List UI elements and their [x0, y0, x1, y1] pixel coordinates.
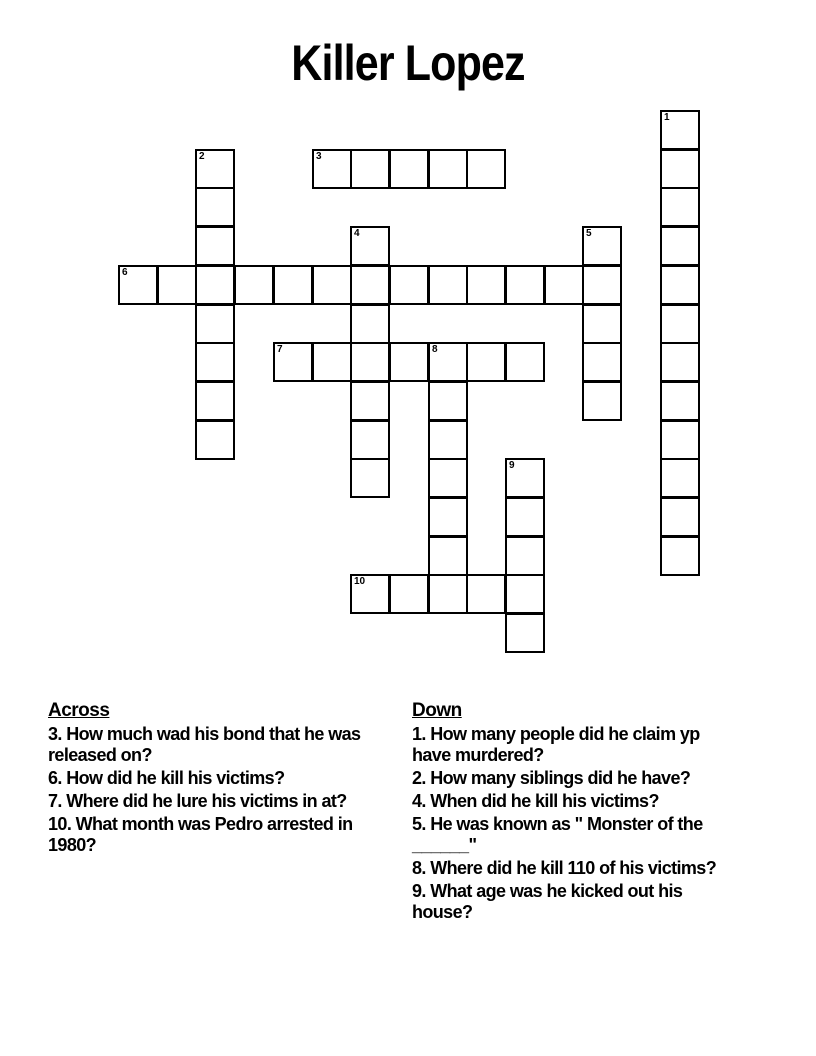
grid-cell[interactable]: [544, 265, 584, 305]
grid-cell[interactable]: [582, 226, 622, 266]
clue-down-9: 9. What age was he kicked out his house?: [412, 881, 683, 922]
grid-cell[interactable]: [389, 574, 429, 614]
clue-number: 3: [316, 151, 322, 162]
clue-down-2: 2. How many siblings did he have?: [412, 768, 691, 788]
clue-number: 5: [586, 228, 592, 239]
grid-cell[interactable]: [660, 381, 700, 421]
grid-cell[interactable]: [660, 497, 700, 537]
clue-number: 1: [664, 112, 670, 123]
grid-cell[interactable]: [582, 342, 622, 382]
clue-number: 4: [354, 228, 360, 239]
grid-cell[interactable]: [350, 342, 390, 382]
grid-cell[interactable]: [582, 265, 622, 305]
clue-across-3: 3. How much wad his bond that he was released on?: [48, 724, 361, 765]
down-heading: Down: [412, 700, 462, 721]
clue-number: 9: [509, 460, 515, 471]
grid-cell[interactable]: [195, 342, 235, 382]
clue-down-8: 8. Where did he kill 110 of his victims?: [412, 858, 717, 878]
grid-cell[interactable]: [195, 420, 235, 460]
clue-across-10: 10. What month was Pedro arrested in 1980?: [48, 814, 353, 855]
grid-cell[interactable]: [118, 265, 158, 305]
grid-cell[interactable]: [312, 149, 352, 189]
grid-cell[interactable]: [350, 226, 390, 266]
grid-cell[interactable]: [428, 536, 468, 576]
grid-cell[interactable]: [273, 265, 313, 305]
clue-down-4: 4. When did he kill his victims?: [412, 791, 659, 811]
grid-cell[interactable]: [582, 304, 622, 344]
grid-cell[interactable]: [466, 574, 506, 614]
grid-cell[interactable]: [195, 381, 235, 421]
grid-cell[interactable]: [466, 342, 506, 382]
grid-cell[interactable]: [660, 536, 700, 576]
grid-cell[interactable]: [505, 265, 545, 305]
grid-cell[interactable]: [350, 458, 390, 498]
grid-cell[interactable]: [234, 265, 274, 305]
grid-cell[interactable]: [505, 613, 545, 653]
clue-down-5: 5. He was known as " Monster of the ______": [412, 814, 703, 855]
grid-cell[interactable]: [350, 420, 390, 460]
grid-cell[interactable]: [582, 381, 622, 421]
grid-cell[interactable]: [505, 458, 545, 498]
grid-cell[interactable]: [660, 420, 700, 460]
clue-number: 7: [277, 344, 283, 355]
grid-cell[interactable]: [660, 187, 700, 227]
grid-cell[interactable]: [273, 342, 313, 382]
page-title: Killer Lopez: [291, 35, 525, 91]
grid-cell[interactable]: [660, 304, 700, 344]
grid-cell[interactable]: [505, 497, 545, 537]
grid-cell[interactable]: [428, 381, 468, 421]
grid-cell[interactable]: [389, 342, 429, 382]
across-heading: Across: [48, 700, 110, 721]
grid-cell[interactable]: [350, 304, 390, 344]
grid-cell[interactable]: [195, 149, 235, 189]
grid-cell[interactable]: [660, 110, 700, 150]
grid-cell[interactable]: [312, 342, 352, 382]
clue-down-1: 1. How many people did he claim yp have murdered?: [412, 724, 700, 765]
grid-cell[interactable]: [428, 458, 468, 498]
grid-cell[interactable]: [505, 342, 545, 382]
grid-cell[interactable]: [505, 536, 545, 576]
grid-cell[interactable]: [660, 265, 700, 305]
across-clues: [48, 700, 398, 858]
grid-cell[interactable]: [660, 458, 700, 498]
clue-number: 2: [199, 151, 205, 162]
grid-cell[interactable]: [350, 381, 390, 421]
grid-cell[interactable]: [466, 265, 506, 305]
grid-cell[interactable]: [428, 420, 468, 460]
grid-cell[interactable]: [195, 226, 235, 266]
grid-cell[interactable]: [428, 342, 468, 382]
grid-cell[interactable]: [660, 226, 700, 266]
grid-cell[interactable]: [350, 574, 390, 614]
grid-cell[interactable]: [157, 265, 197, 305]
grid-cell[interactable]: [350, 149, 390, 189]
grid-cell[interactable]: [195, 304, 235, 344]
grid-cell[interactable]: [428, 149, 468, 189]
grid-cell[interactable]: [428, 265, 468, 305]
grid-cell[interactable]: [389, 149, 429, 189]
clue-number: 6: [122, 267, 128, 278]
clue-across-6: 6. How did he kill his victims?: [48, 768, 285, 788]
clue-number: 8: [432, 344, 438, 355]
grid-cell[interactable]: [312, 265, 352, 305]
grid-cell[interactable]: [428, 574, 468, 614]
down-clues: [412, 700, 742, 925]
grid-cell[interactable]: [505, 574, 545, 614]
grid-cell[interactable]: [660, 342, 700, 382]
grid-cell[interactable]: [660, 149, 700, 189]
grid-cell[interactable]: [195, 187, 235, 227]
grid-cell[interactable]: [466, 149, 506, 189]
grid-cell[interactable]: [350, 265, 390, 305]
grid-cell[interactable]: [195, 265, 235, 305]
clue-number: 10: [354, 576, 366, 587]
grid-cell[interactable]: [389, 265, 429, 305]
clue-across-7: 7. Where did he lure his victims in at?: [48, 791, 347, 811]
grid-cell[interactable]: [428, 497, 468, 537]
